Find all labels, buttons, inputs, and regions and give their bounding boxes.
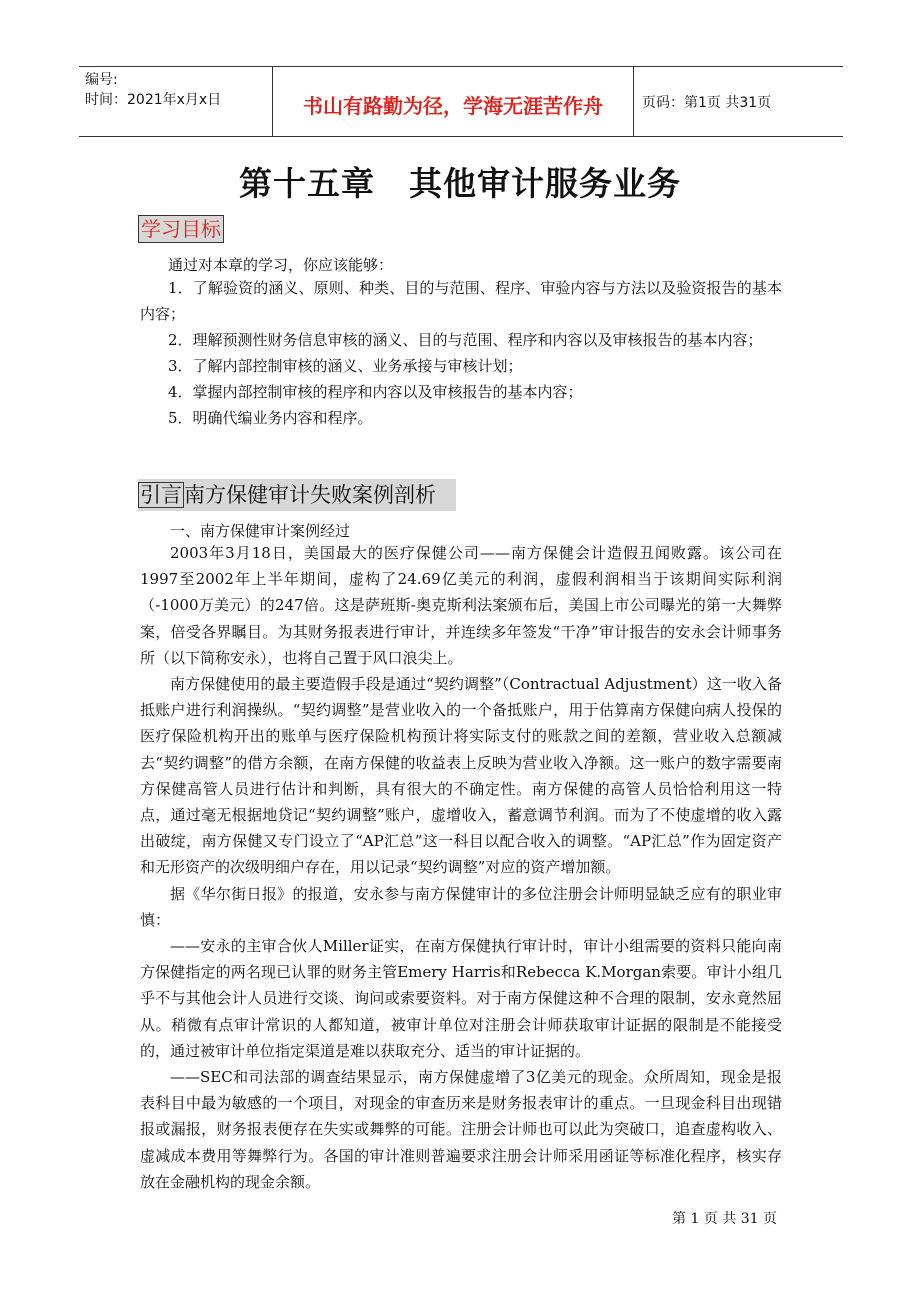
objective-item: 3．了解内部控制审核的涵义、业务承接与审核计划；: [168, 357, 523, 375]
header-meta-cell: [79, 67, 273, 136]
page-footer: 第 1 页 共 31 页: [672, 1211, 777, 1227]
case-heading: [138, 479, 456, 511]
case-subheading: 一、南方保健审计案例经过: [170, 522, 351, 540]
page-label: 页码：第1页 共31页: [642, 95, 772, 111]
number-label: 编号:: [85, 72, 118, 88]
document-header: [79, 66, 843, 137]
objectives-heading: 学习目标: [138, 215, 224, 243]
chapter-title: 第十五章 其他审计服务业务: [239, 164, 681, 203]
case-body: [140, 540, 782, 1195]
body-paragraph: 据《华尔街日报》的报道，安永参与南方保健审计的多位注册会计师明显缺乏应有的职业审慎：: [140, 884, 782, 929]
body-paragraph: ——SEC和司法部的调查结果显示，南方保健虚增了3亿美元的现金。众所周知，现金是报表科目中最为敏感的一个项目，对现金的审查历来是财务报表审计的重点。一旦现金科目出现错报或漏报，财务报表便存在失实或舞弊的可能。注册会计师也可以此为突破口，追查虚构收入、虚减成本费用等舞弊行为。各国的审计准则普遍要求注册会计师采用函证等标准化程序，核实存放在金融机构的现金余额。: [140, 1068, 782, 1191]
motto: 书山有路勤为径，学海无涯苦作舟: [303, 94, 603, 118]
time-label: 时间：2021年x月x日: [85, 92, 222, 108]
objectives-list: [140, 275, 782, 431]
body-paragraph: 2003年3月18日，美国最大的医疗保健公司——南方保健会计造假丑闻败露。该公司在1997至2002年上半年期间，虚构了24.69亿美元的利润，虚假利润相当于该期间实际利润（-1000万美元）的247倍。这是萨班斯-奥克斯利法案颁布后，美国上市公司曝光的第一大舞弊案，倍受各界瞩目。为其财务报表进行审计，并连续多年签发“干净”审计报告的安永会计师事务所（以下简称安永），也将自己置于风口浪尖上。: [140, 544, 782, 667]
objective-item: 4．掌握内部控制审核的程序和内容以及审核报告的基本内容；: [168, 383, 583, 401]
objectives-intro: 通过对本章的学习，你应该能够：: [168, 256, 394, 274]
body-paragraph: ——安永的主审合伙人Miller证实，在南方保健执行审计时，审计小组需要的资料只能向南方保健指定的两名现已认罪的财务主管Emery Harris和Rebecca K.Morgan索要。审计小组几乎不与其他会计人员进行交谈、询问或索要资料。对于南方保健这种不合理的限制，安永竟然屈从。稍微有点审计常识的人都知道，被审计单位对注册会计师获取审计证据的限制是不能接受的，通过被审计单位指定渠道是难以获取充分、适当的审计证据的。: [140, 937, 782, 1060]
header-motto-cell: [273, 67, 634, 136]
body-paragraph: 南方保健使用的最主要造假手段是通过“契约调整”（Contractual Adjustment）这一收入备抵账户进行利润操纵。“契约调整”是营业收入的一个备抵账户，用于估算南方保健向病人投保的医疗保险机构开出的账单与医疗保险机构预计将实际支付的账款之间的差额，营业收入总额减去“契约调整”的借方余额，在南方保健的收益表上反映为营业收入净额。这一账户的数字需要南方保健高管人员进行估计和判断，具有很大的不确定性。南方保健的高管人员恰恰利用这一特点，通过毫无根据地贷记“契约调整”账户，虚增收入，蓄意调节利润。而为了不使虚增的收入露出破绽，南方保健又专门设立了“AP汇总”这一科目以配合收入的调整。“AP汇总”作为固定资产和无形资产的次级明细户存在，用以记录“契约调整”对应的资产增加额。: [140, 675, 782, 877]
objective-item: 2．理解预测性财务信息审核的涵义、目的与范围、程序和内容以及审核报告的基本内容；: [168, 331, 763, 349]
case-title: 南方保健审计失败案例剖析: [184, 483, 436, 507]
case-tag: 引言: [140, 483, 182, 507]
objective-item: 5．明确代编业务内容和程序。: [168, 409, 373, 427]
header-page-cell: [634, 67, 843, 136]
objective-item: 1．了解验资的涵义、原则、种类、目的与范围、程序、审验内容与方法以及验资报告的基本内容；: [140, 279, 782, 323]
